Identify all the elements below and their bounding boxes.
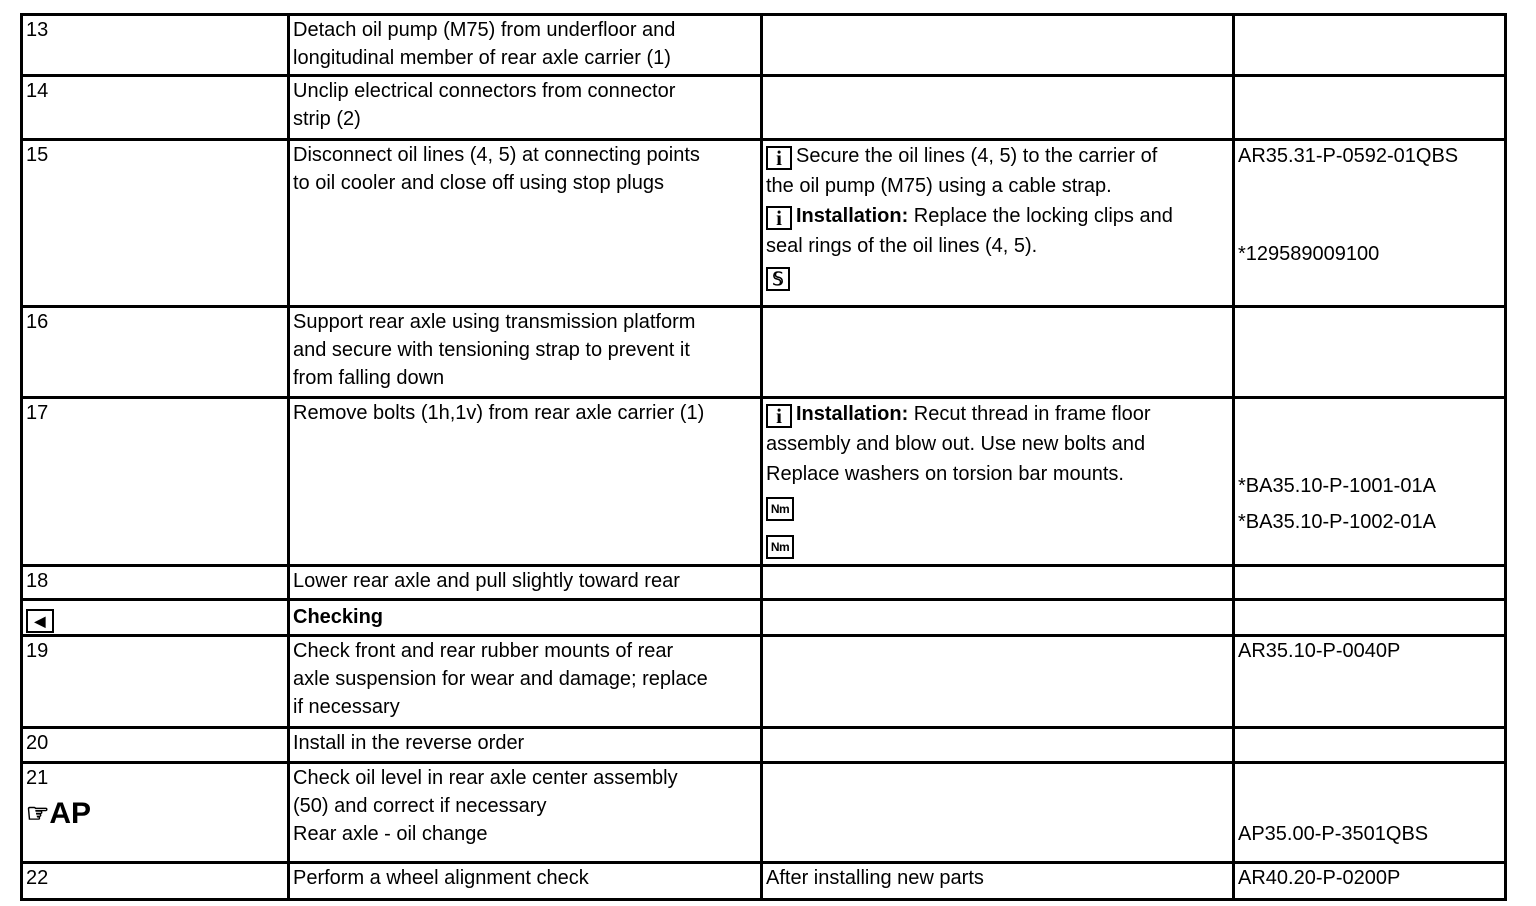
table-row [22,140,1506,307]
notes-cell [762,76,1234,140]
work-step: Check oil level in rear axle center assembly (50) and correct if necessary Rear axle - oil change [289,763,762,863]
work-step: Lower rear axle and pull slightly toward rear [289,566,762,600]
step-number: 20 [22,728,289,763]
reference-cell: AR40.20-P-0200P [1234,863,1506,900]
table-row [22,566,1506,600]
notes-cell: i Installation: Recut thread in frame floor assembly and blow out. Use new bolts and Replace washers on torsion bar mounts. Nm Nm [762,398,1234,566]
reference-cell: AR35.31-P-0592-01QBS *129589009100 [1234,140,1506,307]
work-step: Unclip electrical connectors from connector strip (2) [289,76,762,140]
notes-cell [762,566,1234,600]
reference-cell: AR35.10-P-0040P [1234,636,1506,728]
step-number: 19 [22,636,289,728]
table-row [22,76,1506,140]
work-step: Detach oil pump (M75) from underfloor and longitudinal member of rear axle carrier (1) [289,15,762,76]
special-tool-icon: 𝕊 [766,267,790,291]
step-number: 21 ☞AP [22,763,289,863]
reference-cell [1234,76,1506,140]
info-icon: i [766,206,792,230]
step-number: 22 [22,863,289,900]
torque-nm-icon: Nm [766,497,794,521]
step-number: 16 [22,307,289,398]
work-step: Support rear axle using transmission platform and secure with tensioning strap to prevent it from falling down [289,307,762,398]
step-number: 14 [22,76,289,140]
step-number: 15 [22,140,289,307]
notes-cell: After installing new parts [762,863,1234,900]
step-number: 18 [22,566,289,600]
table-row [22,636,1506,728]
reference-cell [1234,566,1506,600]
table-row [22,600,1506,636]
reference-cell: AP35.00-P-3501QBS [1234,763,1506,863]
reference-cell [1234,307,1506,398]
notes-cell [762,763,1234,863]
work-step: Check front and rear rubber mounts of rear axle suspension for wear and damage; replace if necessary [289,636,762,728]
table-row [22,728,1506,763]
notes-cell [762,15,1234,76]
work-step: Install in the reverse order [289,728,762,763]
notes-cell [762,307,1234,398]
ap-reference-marker: ☞AP [26,797,91,830]
work-step: Disconnect oil lines (4, 5) at connecting points to oil cooler and close off using stop plugs [289,140,762,307]
reference-cell: *BA35.10-P-1001-01A *BA35.10-P-1002-01A [1234,398,1506,566]
notes-cell [762,636,1234,728]
notes-cell [762,728,1234,763]
table-row [22,863,1506,900]
notes-cell [762,600,1234,636]
torque-nm-icon: Nm [766,535,794,559]
table-row [22,398,1506,566]
reference-cell [1234,15,1506,76]
table-row [22,15,1506,76]
reference-cell [1234,728,1506,763]
pointing-hand-icon: ☞ [26,798,50,828]
work-step: Perform a wheel alignment check [289,863,762,900]
procedure-table [20,13,1507,901]
step-number [22,600,289,636]
checking-arrow-icon: ◀ [26,609,54,633]
info-icon: i [766,404,792,428]
info-icon: i [766,146,792,170]
reference-cell [1234,600,1506,636]
table-row [22,763,1506,863]
work-step: Checking [289,600,762,636]
step-number: 13 [22,15,289,76]
work-step: Remove bolts (1h,1v) from rear axle carrier (1) [289,398,762,566]
step-number: 17 [22,398,289,566]
notes-cell: i Secure the oil lines (4, 5) to the carrier of the oil pump (M75) using a cable strap. i Installation: Replace the locking clips and seal rings of the oil lines (4, 5). 𝕊 [762,140,1234,307]
table-row [22,307,1506,398]
